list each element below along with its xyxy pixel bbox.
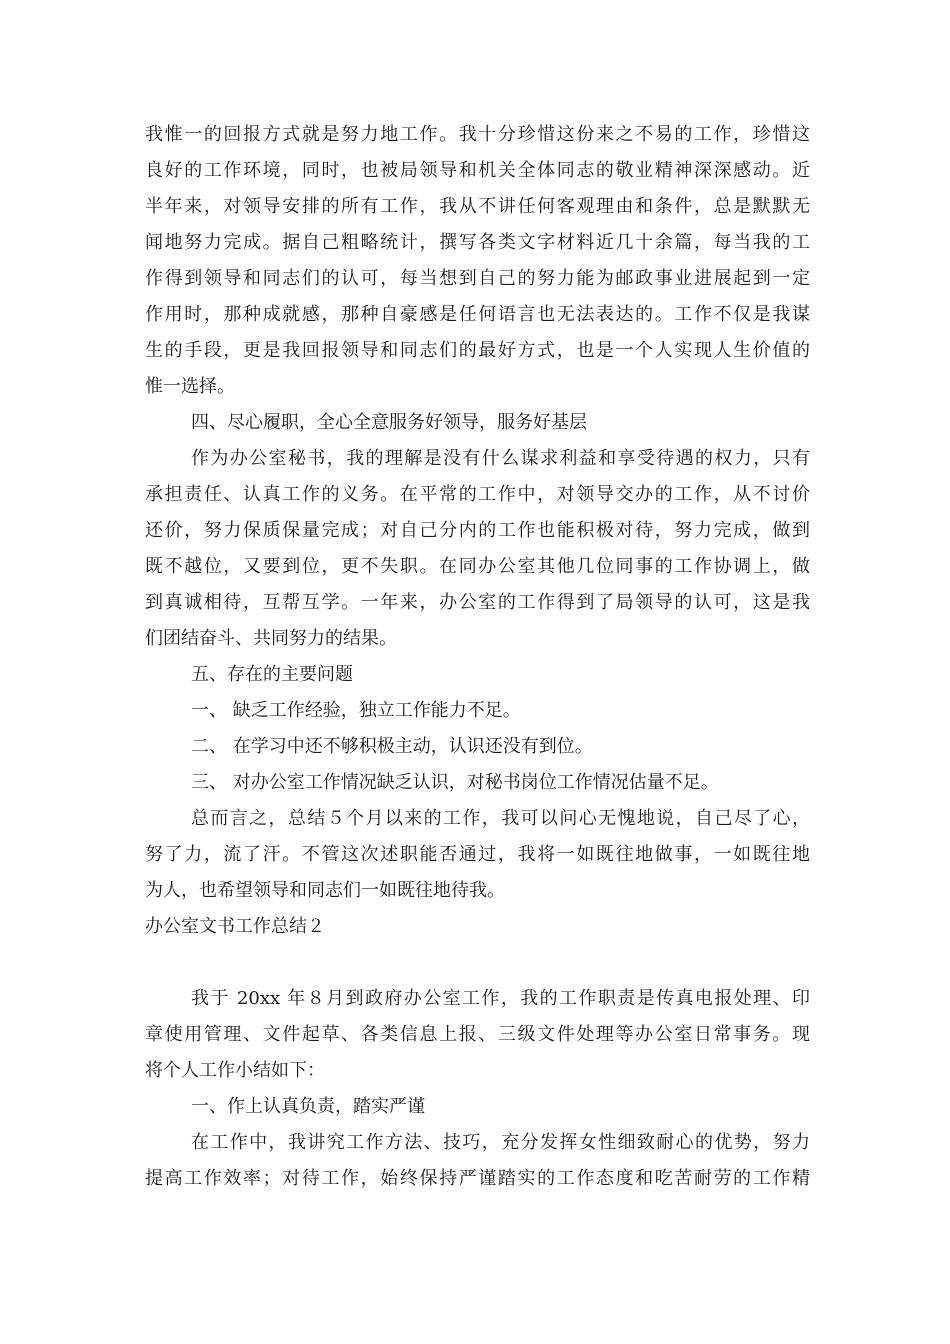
text-line: 良好的工作环境，同时，也被局领导和机关全体同志的敬业精神深深感动。近: [145, 160, 810, 181]
continued-paragraph: [145, 117, 810, 405]
text-line: 闻地努力完成。据自己粗略统计，撰写各类文字材料近几十余篇，每当我的工: [145, 232, 810, 253]
conclusion-paragraph: [145, 801, 810, 909]
text-line: 我于 20xx 年８月到政府办公室工作，我的工作职责是传真电报处理、印: [191, 988, 810, 1009]
text-line: 在工作中，我讲究工作方法、技巧，充分发挥女性细致耐心的优势，努力: [191, 1132, 810, 1153]
text-line: 作用时，那种成就感，那种自豪感是任何语言也无法表达的。工作不仅是我谋: [145, 304, 810, 325]
text-line: 半年来，对领导安排的所有工作，我从不讲任何客观理由和条件，总是默默无: [145, 196, 810, 217]
text-line: 既不越位，又要到位，更不失职。在同办公室其他几位同事的工作协调上，做: [145, 556, 810, 577]
problem-item: 三、 对办公室工作情况缺乏认识，对秘书岗位工作情况估量不足。: [191, 772, 719, 793]
document-page: [145, 117, 810, 1197]
text-line: 我惟一的回报方式就是努力地工作。我十分珍惜这份来之不易的工作，珍惜这: [145, 124, 810, 145]
summary-two-body: [145, 1125, 810, 1197]
section-heading-five: 五、存在的主要问题: [191, 664, 353, 685]
text-line: 提高工作效率；对待工作，始终保持严谨踏实的工作态度和吃苦耐劳的工作精: [145, 1168, 810, 1189]
text-line: 们团结奋斗、共同努力的结果。: [145, 628, 397, 649]
text-line: 惟一选择。: [145, 376, 235, 397]
text-line: 作得到领导和同志们的认可，每当想到自己的努力能为邮政事业进展起到一定: [145, 268, 810, 289]
section-heading-four: 四、尽心履职，全心全意服务好领导，服务好基层: [191, 412, 587, 433]
blank-line: [145, 945, 810, 981]
text-line: 将个人工作小结如下：: [145, 1060, 325, 1081]
text-line: 到真诚相待，互帮互学。一年来，办公室的工作得到了局领导的认可，这是我: [145, 592, 810, 613]
text-line: 作为办公室秘书，我的理解是没有什么谋求利益和享受待遇的权力，只有: [191, 448, 810, 469]
document-title: 办公室文书工作总结２: [145, 916, 325, 937]
problem-item: 一、 缺乏工作经验，独立工作能力不足。: [191, 700, 521, 721]
text-line: 生的手段，更是我回报领导和同志们的最好方式，也是一个人实现人生价值的: [145, 340, 810, 361]
problem-item: 二、 在学习中还不够积极主动，认识还没有到位。: [191, 736, 593, 757]
text-line: 总而言之，总结５个月以来的工作，我可以问心无愧地说，自己尽了心，: [191, 808, 810, 829]
summary-two-intro: [145, 981, 810, 1089]
text-line: 为人，也希望领导和同志们一如既往地待我。: [145, 880, 505, 901]
text-line: 承担责任、认真工作的义务。在平常的工作中，对领导交办的工作，从不讨价: [145, 484, 810, 505]
text-line: 还价，努力保质保量完成；对自己分内的工作也能积极对待，努力完成，做到: [145, 520, 810, 541]
section-four-paragraph: [145, 441, 810, 657]
section-heading-one: 一、作上认真负责，踏实严谨: [191, 1096, 425, 1117]
text-line: 努了力，流了汗。不管这次述职能否通过，我将一如既往地做事，一如既往地: [145, 844, 810, 865]
text-line: 章使用管理、文件起草、各类信息上报、三级文件处理等办公室日常事务。现: [145, 1024, 810, 1045]
